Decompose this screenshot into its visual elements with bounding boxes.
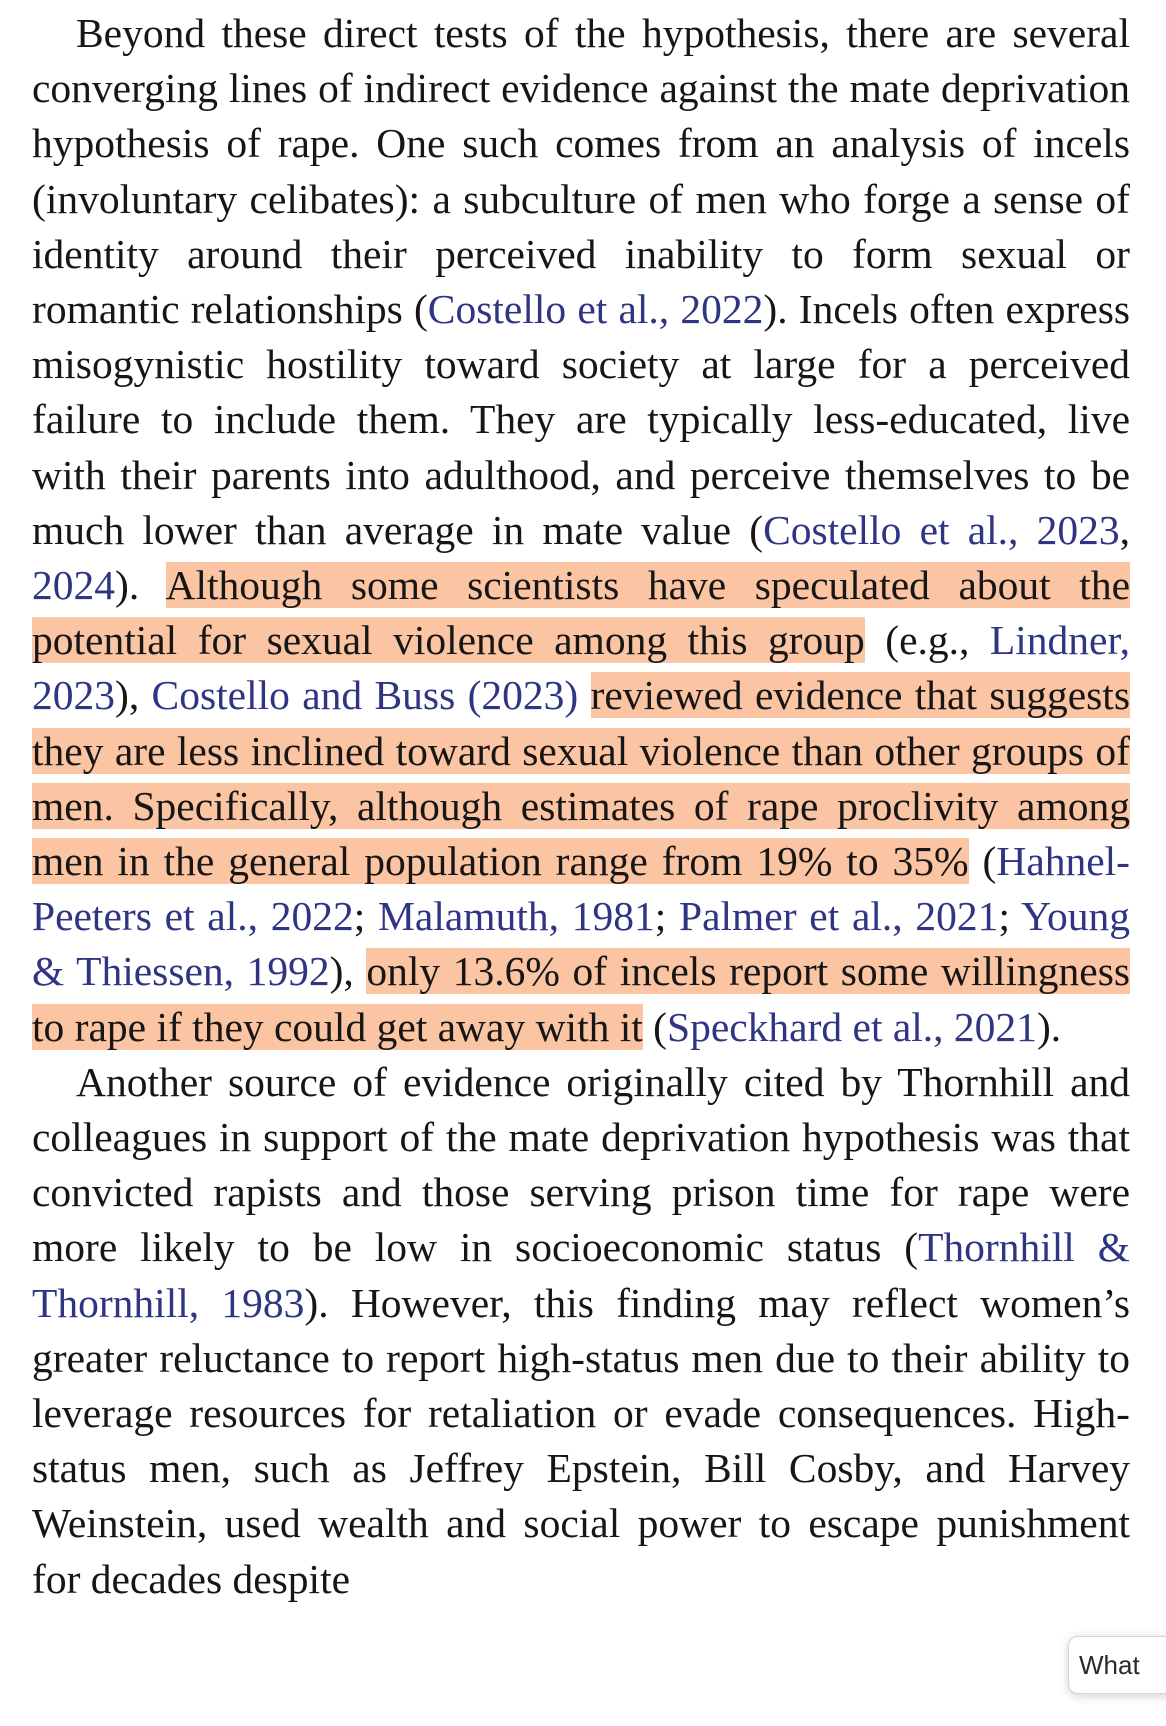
text-segment: ( [968,838,997,885]
highlight-reviewed-evidence[interactable]: reviewed evidence that suggests they are less inclined toward sexual violence than other groups of men. Specifically, although estimates of rape proclivity among men in the general population range from 19% to 35% [32,672,1130,885]
citation-malamuth-1981[interactable]: Malamuth, 1981 [378,893,655,940]
citation-costello-2022[interactable]: Costello et al., 2022 [427,286,764,333]
text-segment: ). [1036,1003,1062,1050]
text-segment: ), [115,672,152,719]
text-segment: ). [115,562,166,609]
text-segment: ). Incels often express misogynistic hostility toward society at large for a perceived failure to include them. They are typically less-educated, live with their parents into adulthood, and perceive themselves to be much lower than average in mate value ( [32,286,1130,553]
citation-costello-2024[interactable]: 2024 [32,562,115,609]
citation-speckhard-2021[interactable]: Speckhard et al., 2021 [667,1003,1037,1050]
text-segment: , [1119,506,1130,553]
citation-young-thiessen-1992[interactable]: Young & Thiessen, 1992 [32,893,1130,995]
text-segment: ; [654,893,679,940]
text-segment: ; [353,893,379,940]
citation-lindner-2023[interactable]: Lindner, 2023 [32,617,1130,719]
text-segment [578,672,590,718]
text-segment: (e.g., [864,617,990,664]
citation-costello-2023[interactable]: Costello et al., 2023 [763,506,1120,553]
paragraph-incels-evidence [32,6,1130,1055]
text-segment: ; [998,893,1022,940]
text-segment: ), [329,948,367,995]
text-segment: ). However, this finding may reflect women’s greater reluctance to report high-status men due to their ability to leverage resources for retaliation or evade consequences. High-status men, such as Jeffrey Epstein, Bill Cosby, and Harvey Weinstein, used wealth and social power to escape punishment for decades despite [32,1279,1130,1602]
citation-thornhill-1983[interactable]: Thornhill & Thornhill, 1983 [32,1224,1130,1326]
paragraph-socioeconomic-evidence [32,1055,1130,1607]
floating-ask-button[interactable]: What [1068,1636,1166,1694]
text-segment: ( [642,1003,667,1050]
citation-palmer-2021[interactable]: Palmer et al., 2021 [679,893,999,940]
highlight-speculation[interactable]: Although some scientists have speculated about the potential for sexual violence among this group [32,562,1131,664]
text-segment: Another source of evidence originally cited by Thornhill and colleagues in support of the mate deprivation hypothesis was that convicted rapists and those serving prison time for rape were more likely to be low in socioeconomic status ( [32,1058,1130,1271]
highlight-incels-percentage[interactable]: only 13.6% of incels report some willingness to rape if they could get away with it [32,948,1130,1050]
citation-costello-buss-2023[interactable]: Costello and Buss (2023) [151,672,579,719]
citation-hahnel-peeters-2022[interactable]: Hahnel-Peeters et al., 2022 [32,838,1131,940]
document-page [32,6,1130,1607]
text-segment: Beyond these direct tests of the hypothesis, there are several converging lines of indirect evidence against the mate deprivation hypothesis of rape. One such comes from an analysis of incels (involuntary celibates): a subculture of men who forge a sense of identity around their perceived inability to form sexual or romantic relationships ( [32,10,1130,333]
